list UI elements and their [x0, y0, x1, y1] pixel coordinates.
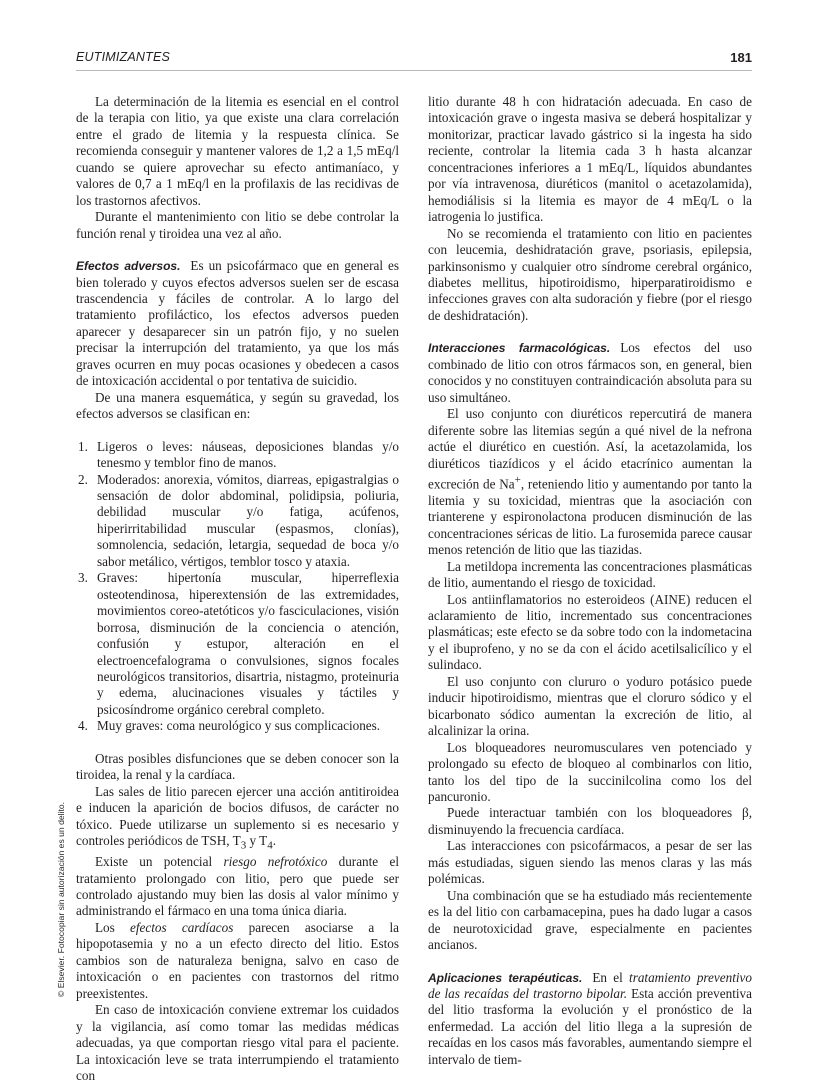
cardiac-text-start: Los — [95, 919, 131, 935]
paragraph-contraindications: No se recomienda el tratamiento con litio en pacientes con leucemia, deshidratación grave, psoriasis, epilepsia, parkinsonismo y cualquier otro síndrome cerebral orgánico, diabetes mellitus, hipotiroidismo, hiperparatiroidismo e infecciones graves con alta sudoración y fiebre (por el riesgo de deshidratación). — [428, 225, 752, 323]
page-number: 181 — [730, 50, 752, 65]
interactions-text: Los efectos del uso combinado de litio con otros fármacos son, en general, bien conocidos y no constituyen contraindicación absoluta para su uso simultáneo. — [428, 340, 752, 405]
list-number: 2. — [78, 471, 88, 487]
right-column — [428, 94, 752, 1068]
paragraph-intoxication-continued: litio durante 48 h con hidratación adecuada. En caso de intoxicación grave o ingesta masiva se deberá hospitalizar y monitorizar, practicar lavado gástrico si la ingesta ha sido reciente, controlar la litemia cada 3 h hasta alcanzar concentraciones inferiores a 1 mEq/L, líquidos abundantes por vía intravenosa, diuréticos (manitol o acetazolamida), hemodiálisis si la litemia es mayor de 4 mEq/L o la iatrogenia lo justifica. — [428, 94, 752, 225]
left-column — [76, 94, 399, 1084]
copyright-side-note: © Elsevier. Fotocopiar sin autorización es un delito. — [56, 801, 66, 997]
thyroid-text: Las sales de litio parecen ejercer una acción antitiroidea e inducen la aparición de bocios difusos, de carácter no tóxico. Puede utilizarse un suplemento si es necesario y controles periódicos de TSH, T — [76, 783, 399, 849]
list-text: Moderados: anorexia, vómitos, diarreas, epigastralgias o sensación de dolor abdominal, polidipsia, poliuria, debilidad muscular y/o fatiga, acúfenos, hiperirritabilidad muscular (espasmos, clonías), somnolencia, sedación, letargia, sequedad de boca y/o sabor metálico, vértigos, temblor tosco y ataxia. — [97, 471, 399, 569]
list-text: Ligeros o leves: náuseas, deposiciones blandas y/o tenesmo y temblor fino de manos. — [97, 438, 399, 471]
paragraph-nephrotoxic — [76, 854, 399, 920]
list-text: Graves: hipertonía muscular, hiperreflexia osteotendinosa, hiperextensión de las extremidades, movimientos coreo-atetóticos y/o fasciculaciones, visión borrosa, disminución de la conciencia o atención, confusión y estupor, alteración en el electroencefalograma o convulsiones, signos focales neurológicos transitorios, disartria, nistagmo, proteinuria y edema, alucinaciones visuales y táctiles y psicosíndrome orgánico cerebral completo. — [97, 570, 399, 717]
applications-heading: Aplicaciones terapéuticas. — [428, 970, 583, 985]
paragraph-applications — [428, 970, 752, 1069]
paragraph-diuretics — [428, 406, 752, 558]
diuretics-text-end: , reteniendo litio y aumentando por tanto la litemia y su toxicidad, mientras que la asociación con trianterene y espironolactona producen disminución de las concentraciones séricas de litio. La furosemida parece causar menos retención de litio que las tiazidas. — [428, 476, 753, 558]
list-item — [76, 472, 399, 571]
paragraph-maintenance: Durante el mantenimiento con litio se debe controlar la función renal y tiroidea una vez al año. — [76, 209, 399, 241]
list-number: 4. — [78, 718, 88, 734]
list-text: Muy graves: coma neurológico y sus complicaciones. — [97, 718, 381, 734]
nephro-text-end: durante el tratamiento prolongado con litio, pero que puede ser controlado ajustando muy bien las dosis al valor mínimo y administrando el fármaco en una toma única diaria. — [76, 854, 399, 919]
paragraph-thyroid — [76, 784, 399, 854]
paragraph-intoxication: En caso de intoxicación conviene extremar los cuidados y la vigilancia, así como tomar las medidas médicas adecuadas, ya que comportan riesgo vital para el paciente. La intoxicación leve se trata interrumpiendo el tratamiento con — [76, 1002, 399, 1084]
paragraph-classification: De una manera esquemática, y según su gravedad, los efectos adversos se clasifican en: — [76, 389, 399, 422]
cardiac-text-end: parecen asociarse a la hipopotasemia y no a un efecto directo del litio. Estos cambios son de naturaleza benigna, salvo en caso de intoxicación o en pacientes con trastornos del ritmo preexistentes. — [76, 919, 399, 1001]
paragraph-interactions — [428, 340, 752, 406]
paragraph-beta-blockers: Puede interactuar también con los bloqueadores β, disminuyendo la frecuencia cardíaca. — [428, 805, 752, 837]
nephro-italic: riesgo nefrotóxico — [223, 854, 328, 870]
paragraph-litemia: La determinación de la litemia es esencial en el control de la terapia con litio, ya que existe una clara correlación entre el grado de litemia y la respuesta clínica. Se recomienda conseguir y mantener valores de 1,2 a 1,5 mEq/l cuando se quiere aprovechar su efecto antimaníaco, y valores de 0,7 a 1 mEq/l en la profilaxis de las recidivas de los trastornos afectivos. — [76, 94, 399, 208]
applications-text-start: En el — [592, 969, 630, 985]
applications-italic: tratamiento preventivo de las recaídas del trastorno bipolar. — [428, 969, 752, 1001]
t4-subscript: 4 — [267, 839, 273, 852]
t3-subscript: 3 — [240, 839, 247, 852]
paragraph-psychotropics: Las interacciones con psicofármacos, a pesar de ser las más estudiadas, siguen siendo las menos claras y las más polémicas. — [428, 838, 752, 887]
na-superscript: + — [514, 473, 521, 486]
diuretics-text-start: El uso conjunto con diuréticos repercutirá de manera diferente sobre las litemias según a qué nivel de la nefrona actúe el diurético en cuestión. Así, la acetazolamida, los diuréticos tiazídicos y el ácido etacrínico aumentan la excreción de Na — [428, 406, 752, 492]
adverse-effects-text: Es un psicofármaco que en general es bien tolerado y cuyos efectos adversos suelen ser de escasa trascendencia y fáciles de controlar. A lo largo del tratamiento profiláctico, los efectos adversos pueden aparecer y desaparecer sin un patrón fijo, y no suelen precisar la interrupción del tratamiento, ya que los más graves ocurren en muy pocas ocasiones y obedecen a casos de intoxicación accidental o por tentativa de suicidio. — [76, 258, 399, 389]
paragraph-adverse-effects — [76, 258, 399, 390]
adverse-effects-list — [76, 439, 399, 735]
applications-text-end: Esta acción preventiva del litio trasforma la evolución y el pronóstico de la enfermedad. La acción del litio llega a la supresión de recaídas en los casos más favorables, aumentando siempre el intervalo de tiem- — [428, 985, 752, 1067]
list-item — [76, 570, 399, 718]
section-title: EUTIMIZANTES — [76, 50, 171, 64]
paragraph-cardiac — [76, 920, 399, 1002]
paragraph-methyldopa: La metildopa incrementa las concentraciones plasmáticas de litio, aumentando el riesgo de toxicidad. — [428, 558, 752, 591]
thyroid-mid: y T — [246, 833, 268, 849]
list-item — [76, 439, 399, 472]
list-item — [76, 718, 399, 734]
adverse-effects-heading: Efectos adversos. — [76, 259, 181, 274]
list-number: 1. — [78, 438, 88, 454]
running-header — [76, 50, 752, 71]
paragraph-other-dysfunctions: Otras posibles disfunciones que se deben conocer son la tiroidea, la renal y la cardíaca. — [76, 750, 399, 783]
paragraph-potassium: El uso conjunto con clururo o yoduro potásico puede inducir hipotiroidismo, mientras que el cloruro sódico y el bicarbonato sódico aumentan la excreción de litio, al alcalinizar la orina. — [428, 673, 752, 739]
paragraph-carbamazepine: Una combinación que se ha estudiado más recientemente es la del litio con carbamacepina, pues ha dado lugar a casos de neurotoxicidad grave, especialmente en pacientes ancianos. — [428, 887, 752, 953]
list-number: 3. — [78, 570, 88, 586]
cardiac-italic: efectos cardíacos — [130, 919, 234, 935]
paragraph-nsaid: Los antiinflamatorios no esteroideos (AINE) reducen el aclaramiento de litio, incrementado sus concentraciones plasmáticas; este efecto se da sobre todo con la indometacina y el ibuprofeno, y no se da con el ácido acetilsalicílico y el sulindaco. — [428, 591, 752, 673]
nephro-text-start: Existe un potencial — [95, 854, 224, 870]
thyroid-end: . — [272, 833, 277, 849]
paragraph-neuromuscular: Los bloqueadores neuromusculares ven potenciado y prolongado su efecto de bloqueo al combinarlos con litio, tanto los del tipo de la succinilcolina como los del pancuronio. — [428, 739, 752, 804]
interactions-heading: Interacciones farmacológicas. — [428, 341, 611, 356]
